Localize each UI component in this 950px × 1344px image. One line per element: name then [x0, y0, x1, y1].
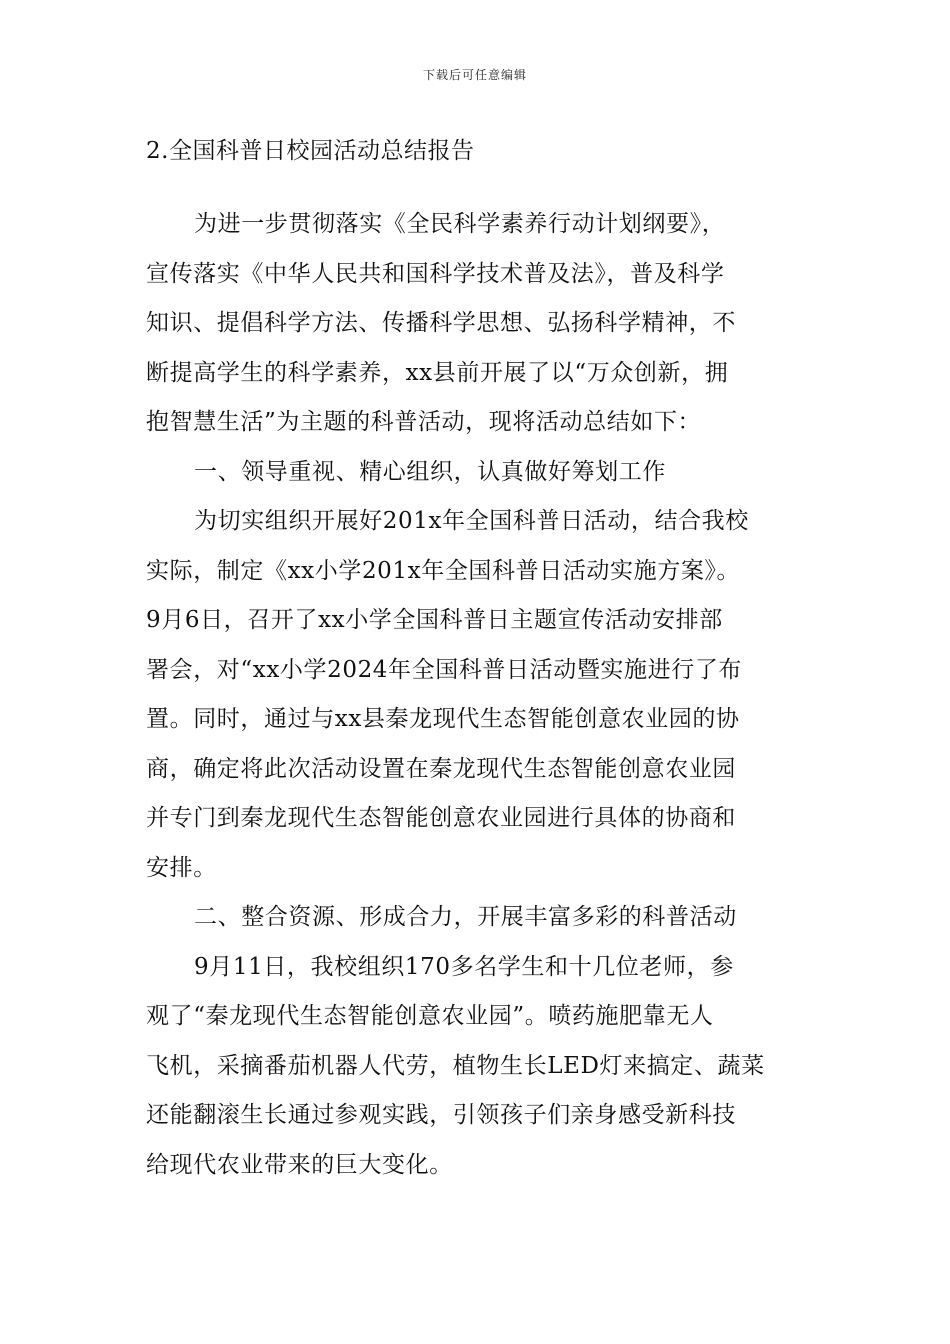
text-line: 商，确定将此次活动设置在秦龙现代生态智能创意农业园 — [146, 755, 736, 782]
text-line: 9月6日，召开了xx小学全国科普日主题宣传活动安排部 — [146, 607, 723, 633]
text-line: 9月11日，我校组织170多名学生和十几位老师，参 — [194, 953, 734, 980]
text-line: 给现代农业带来的巨大变化。 — [146, 1151, 453, 1178]
text-line: 为切实组织开展好201x年全国科普日活动，结合我校 — [194, 508, 749, 534]
section-heading: 二、整合资源、形成合力，开展丰富多彩的科普活动 — [194, 904, 737, 930]
text-line: 知识、提倡科学方法、传播科学思想、弘扬科学精神，不 — [146, 310, 736, 336]
text-line: 安排。 — [146, 854, 217, 881]
text-line: 飞机，采摘番茄机器人代劳，植物生长LED灯来搞定、蔬菜 — [146, 1052, 765, 1079]
text-line: 为进一步贯彻落实《全民科学素养行动计划纲要》， — [194, 211, 726, 237]
header-note: 下载后可任意编辑 — [422, 68, 527, 82]
text-line: 抱智慧生活”为主题的科普活动，现将活动总结如下： — [146, 409, 702, 435]
document-title: 2.全国科普日校园活动总结报告 — [146, 138, 475, 164]
text-line: 还能翻滚生长通过参观实践，引领孩子们亲身感受新科技 — [146, 1102, 736, 1128]
text-line: 宣传落实《中华人民共和国科学技术普及法》，普及科学 — [146, 260, 725, 287]
text-line: 实际，制定《xx小学201x年全国科普日活动实施方案》。 — [146, 557, 741, 584]
text-line: 并专门到秦龙现代生态智能创意农业园进行具体的协商和 — [146, 805, 736, 831]
document-body — [146, 200, 814, 1190]
text-line: 置。同时，通过与xx县秦龙现代生态智能创意农业园的协 — [146, 706, 740, 732]
text-line: 断提高学生的科学素养，xx县前开展了以“万众创新，拥 — [146, 359, 729, 386]
text-line: 署会，对“xx小学2024年全国科普日活动暨实施进行了布 — [146, 656, 743, 683]
text-line: 观了“秦龙现代生态智能创意农业园”。喷药施肥靠无人 — [146, 1003, 714, 1029]
section-heading: 一、领导重视、精心组织，认真做好筹划工作 — [194, 458, 666, 485]
